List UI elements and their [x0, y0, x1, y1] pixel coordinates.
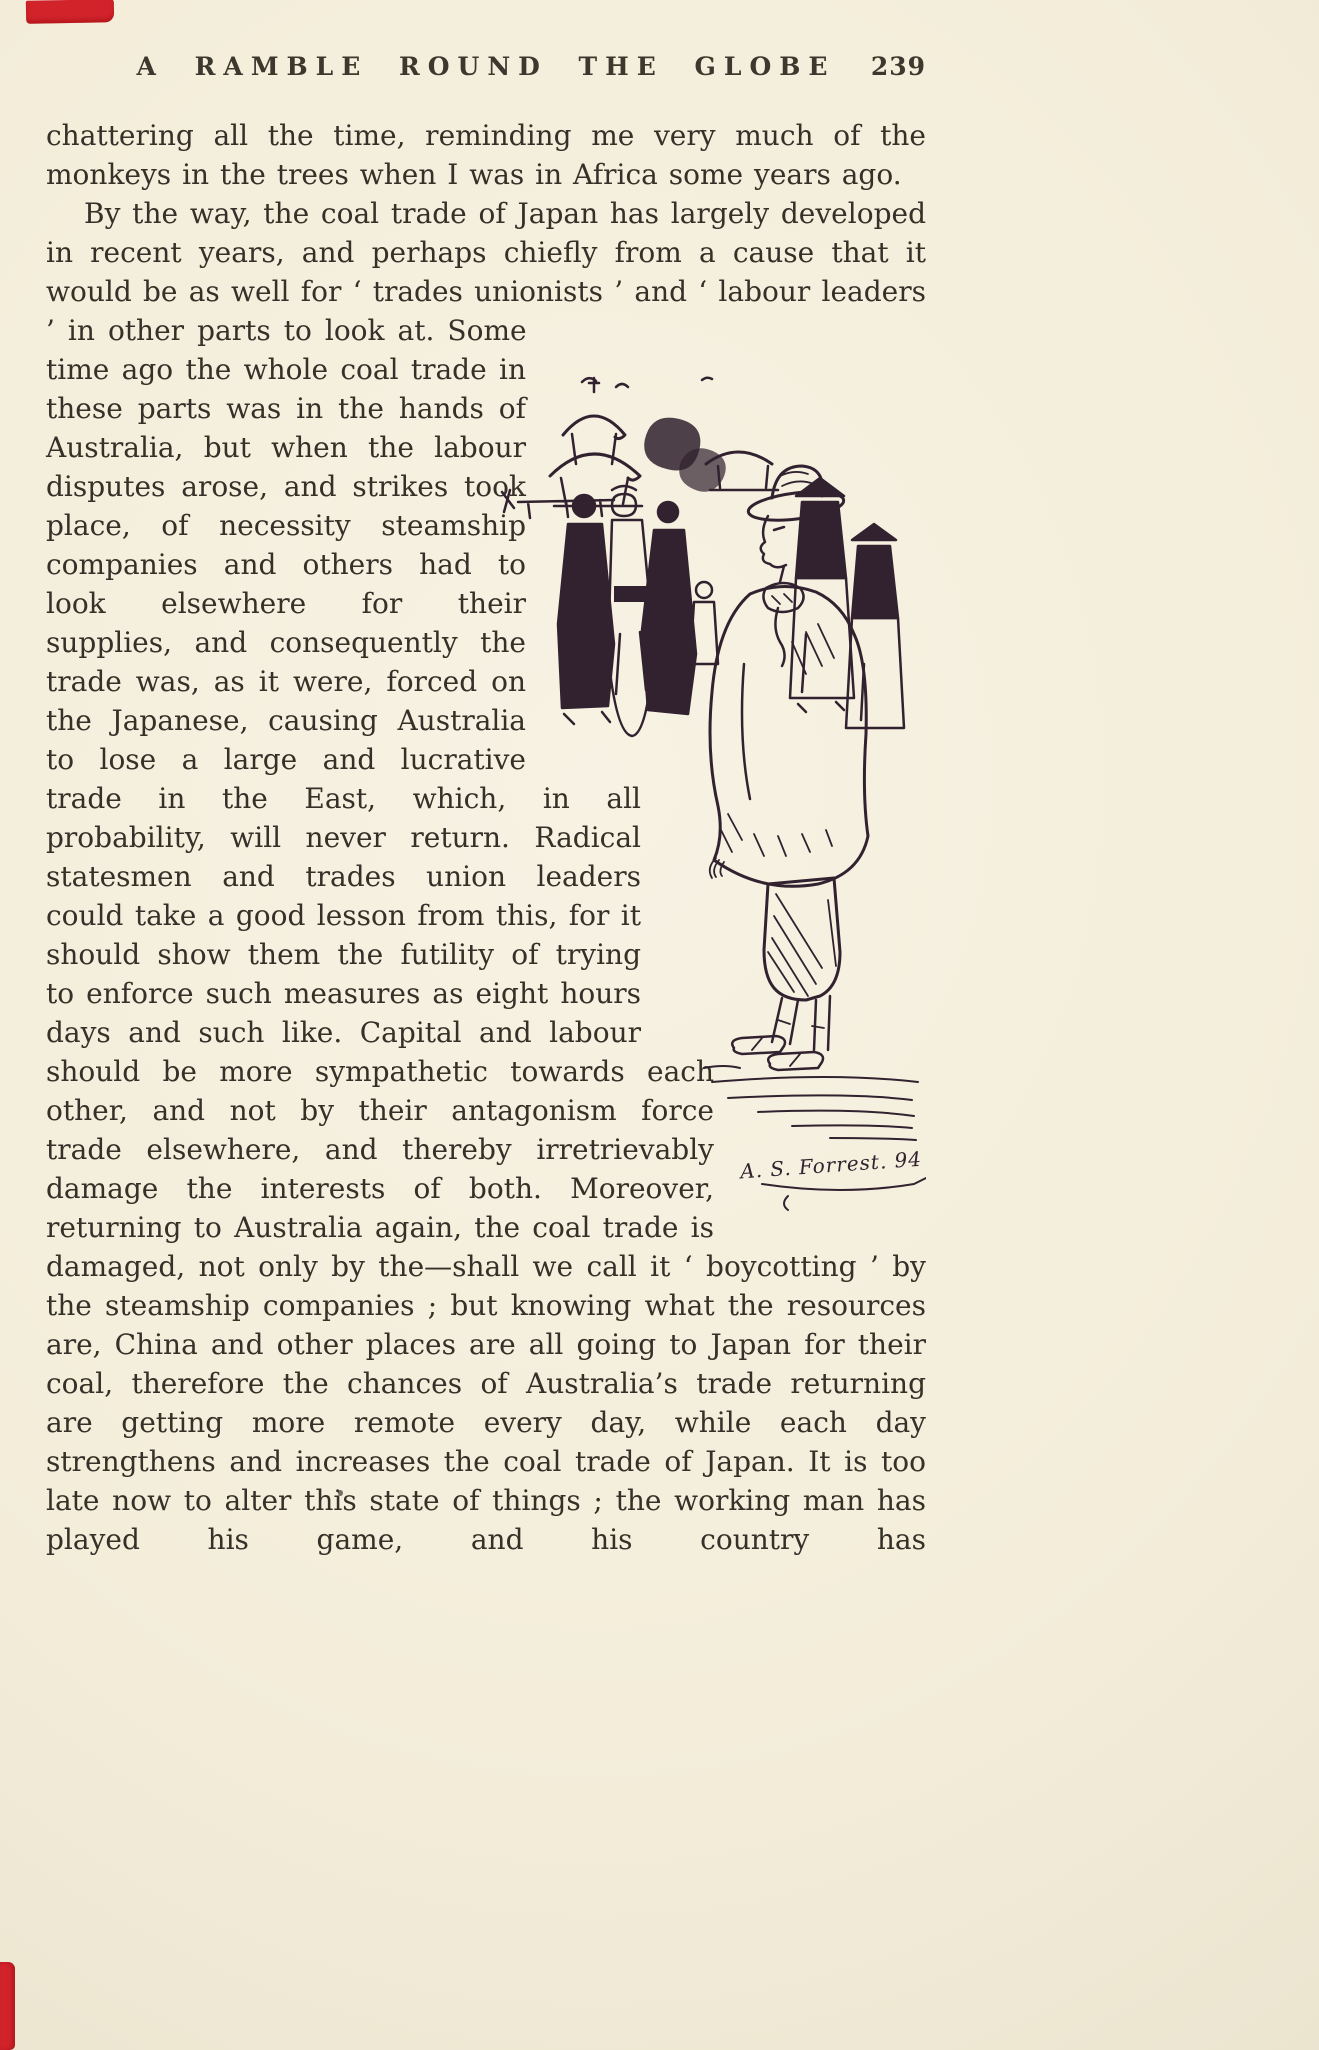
scan-artifact-top	[26, 0, 114, 24]
page-title: A RAMBLE ROUND THE GLOBE	[136, 52, 836, 81]
tree-scribbles	[645, 419, 724, 491]
artist-signature: A. S. Forrest. 94	[739, 1146, 923, 1184]
running-header	[46, 52, 926, 82]
text-column	[46, 52, 926, 1559]
illustration	[466, 194, 926, 1229]
paragraph: By the way, the coal trade of Japan has largely developed in recent years, and perhaps chiefly from a cause that it would be as well for ‘ trades unionists ’ and ‘ labour leaders ’ in other parts to look at. Some time ago the whole coal trade in these parts was in the hands of Australia, but when the labour disputes arose, and strikes took place, of necessity steamship companies and others had to look elsewhere for their supplies, and consequently the trade was, as it were, forced on the Japanese, causing Australia to lose a large and lucrative trade in the East, which, in all probability, will never return. Radical statesmen and trades union leaders could take a good lesson from this, for it should show them the futility of trying to enforce such measures as eight hours days and such like. Capital and labour should be more sympathetic towards each other, and not by their antagonism force trade elsewhere, and thereby irretrievably damage the interests of both. Moreover, returning to Australia again, the coal trade is damaged, not only by the—shall we call it ‘ boycotting ’ by the steamship companies ; but knowing what the resources are, China and other places are all going to Japan for their coal, therefore the chances of Australia’s trade returning are getting more remote every day, while each day strengthens and increases the coal trade of Japan. It is too late now to alter this state of things ; the working man has played his game, and his country has	[46, 197, 926, 1556]
gate-sketch	[502, 490, 614, 518]
page-number: 239	[870, 52, 926, 81]
background-figures	[558, 486, 718, 736]
figures-with-hats	[790, 478, 904, 728]
bird-marks	[582, 378, 712, 387]
paragraph: chattering all the time, reminding me very much of the monkeys in the trees when I was in Africa some years ago.	[46, 119, 926, 191]
ground-strokes	[704, 1066, 918, 1140]
street-scene-sketch	[466, 194, 926, 1229]
scan-artifact-bottom	[0, 1962, 15, 2050]
signature-flourish	[762, 1178, 926, 1210]
